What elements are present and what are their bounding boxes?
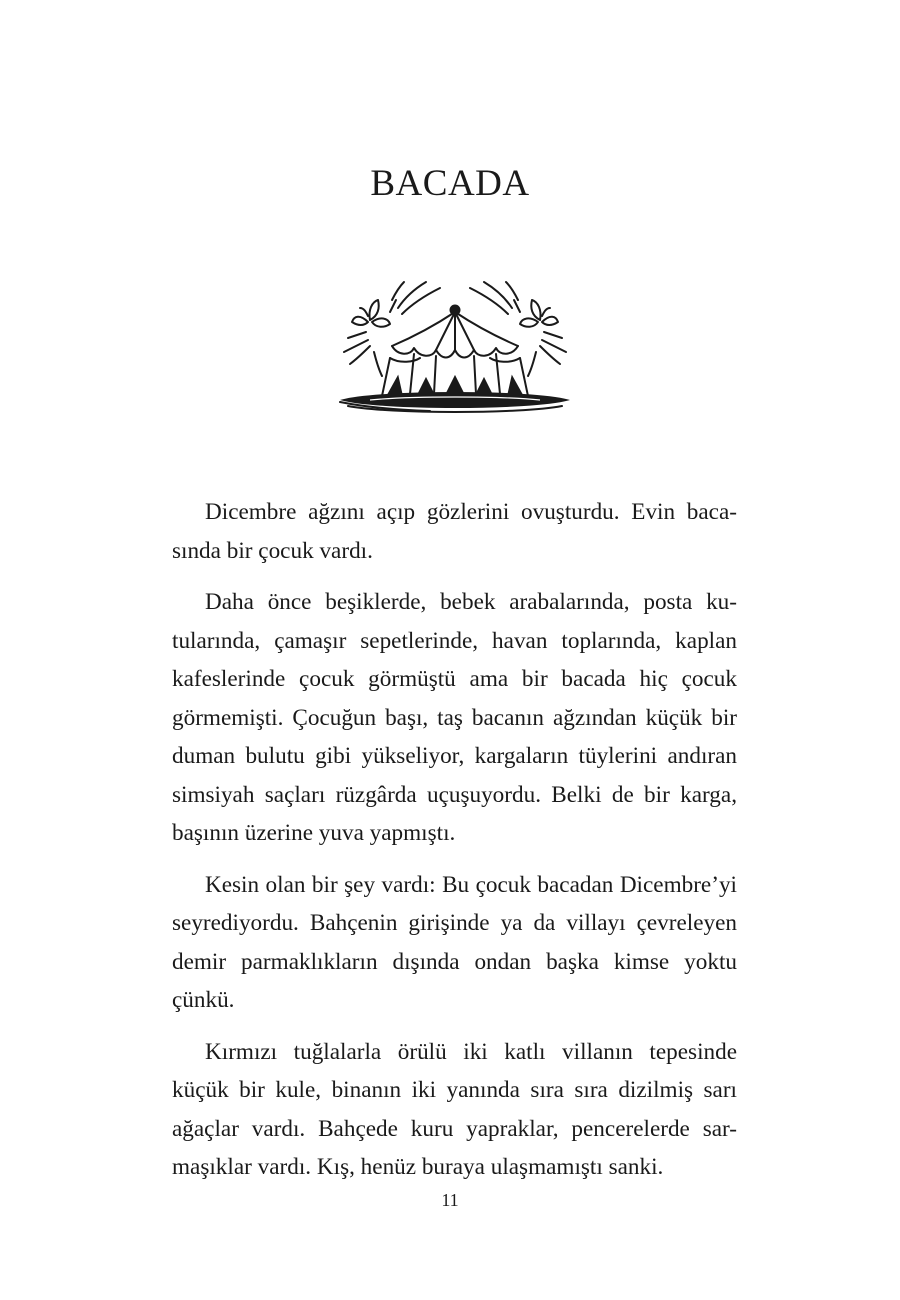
text-line: kafeslerinde çocuk görmüştü ama bir bacada hiç çocuk xyxy=(172,666,737,692)
paragraph xyxy=(172,1033,737,1187)
chapter-title: BACADA xyxy=(370,163,530,204)
text-line: başının üzerine yuva yapmıştı. xyxy=(172,820,456,846)
body-text xyxy=(172,493,737,1200)
text-line: Kırmızı tuğlalarla örülü iki katlı villanın tepesinde xyxy=(205,1038,737,1065)
text-line: çünkü. xyxy=(172,987,235,1013)
text-line: ağaçlar vardı. Bahçede kuru yapraklar, pencerelerde sar- xyxy=(172,1115,737,1142)
text-line: Dicembre ağzını açıp gözlerini ovuşturdu. Evin baca- xyxy=(205,499,737,525)
text-line: tularında, çamaşır sepetlerinde, havan toplarında, kaplan xyxy=(172,627,737,654)
text-line: maşıklar vardı. Kış, henüz buraya ulaşmamıştı sanki. xyxy=(172,1154,664,1180)
text-line: demir parmaklıkların dışında ondan başka kimse yoktu xyxy=(172,948,737,975)
text-line: duman bulutu gibi yükseliyor, kargaların tüylerini andıran xyxy=(172,743,737,769)
text-line: seyrediyordu. Bahçenin girişinde ya da villayı çevreleyen xyxy=(172,910,737,936)
text-line: Daha önce beşiklerde, bebek arabalarında, posta ku- xyxy=(205,589,737,615)
text-line: küçük bir kule, binanın iki yanında sıra sıra dizilmiş sarı xyxy=(172,1077,737,1103)
text-line: görmemişti. Çocuğun başı, taş bacanın ağzından küçük bir xyxy=(172,704,737,731)
paragraph xyxy=(172,866,737,1020)
text-line: sında bir çocuk vardı. xyxy=(172,537,373,564)
page-number: 11 xyxy=(441,1190,459,1210)
circus-tent-icon xyxy=(330,278,580,418)
text-line: Kesin olan bir şey vardı: Bu çocuk bacadan Dicembre’yi xyxy=(205,871,737,898)
paragraph xyxy=(172,493,737,570)
text-line: simsiyah saçları rüzgârda uçuşuyordu. Belki de bir karga, xyxy=(172,781,737,808)
paragraph xyxy=(172,583,737,853)
